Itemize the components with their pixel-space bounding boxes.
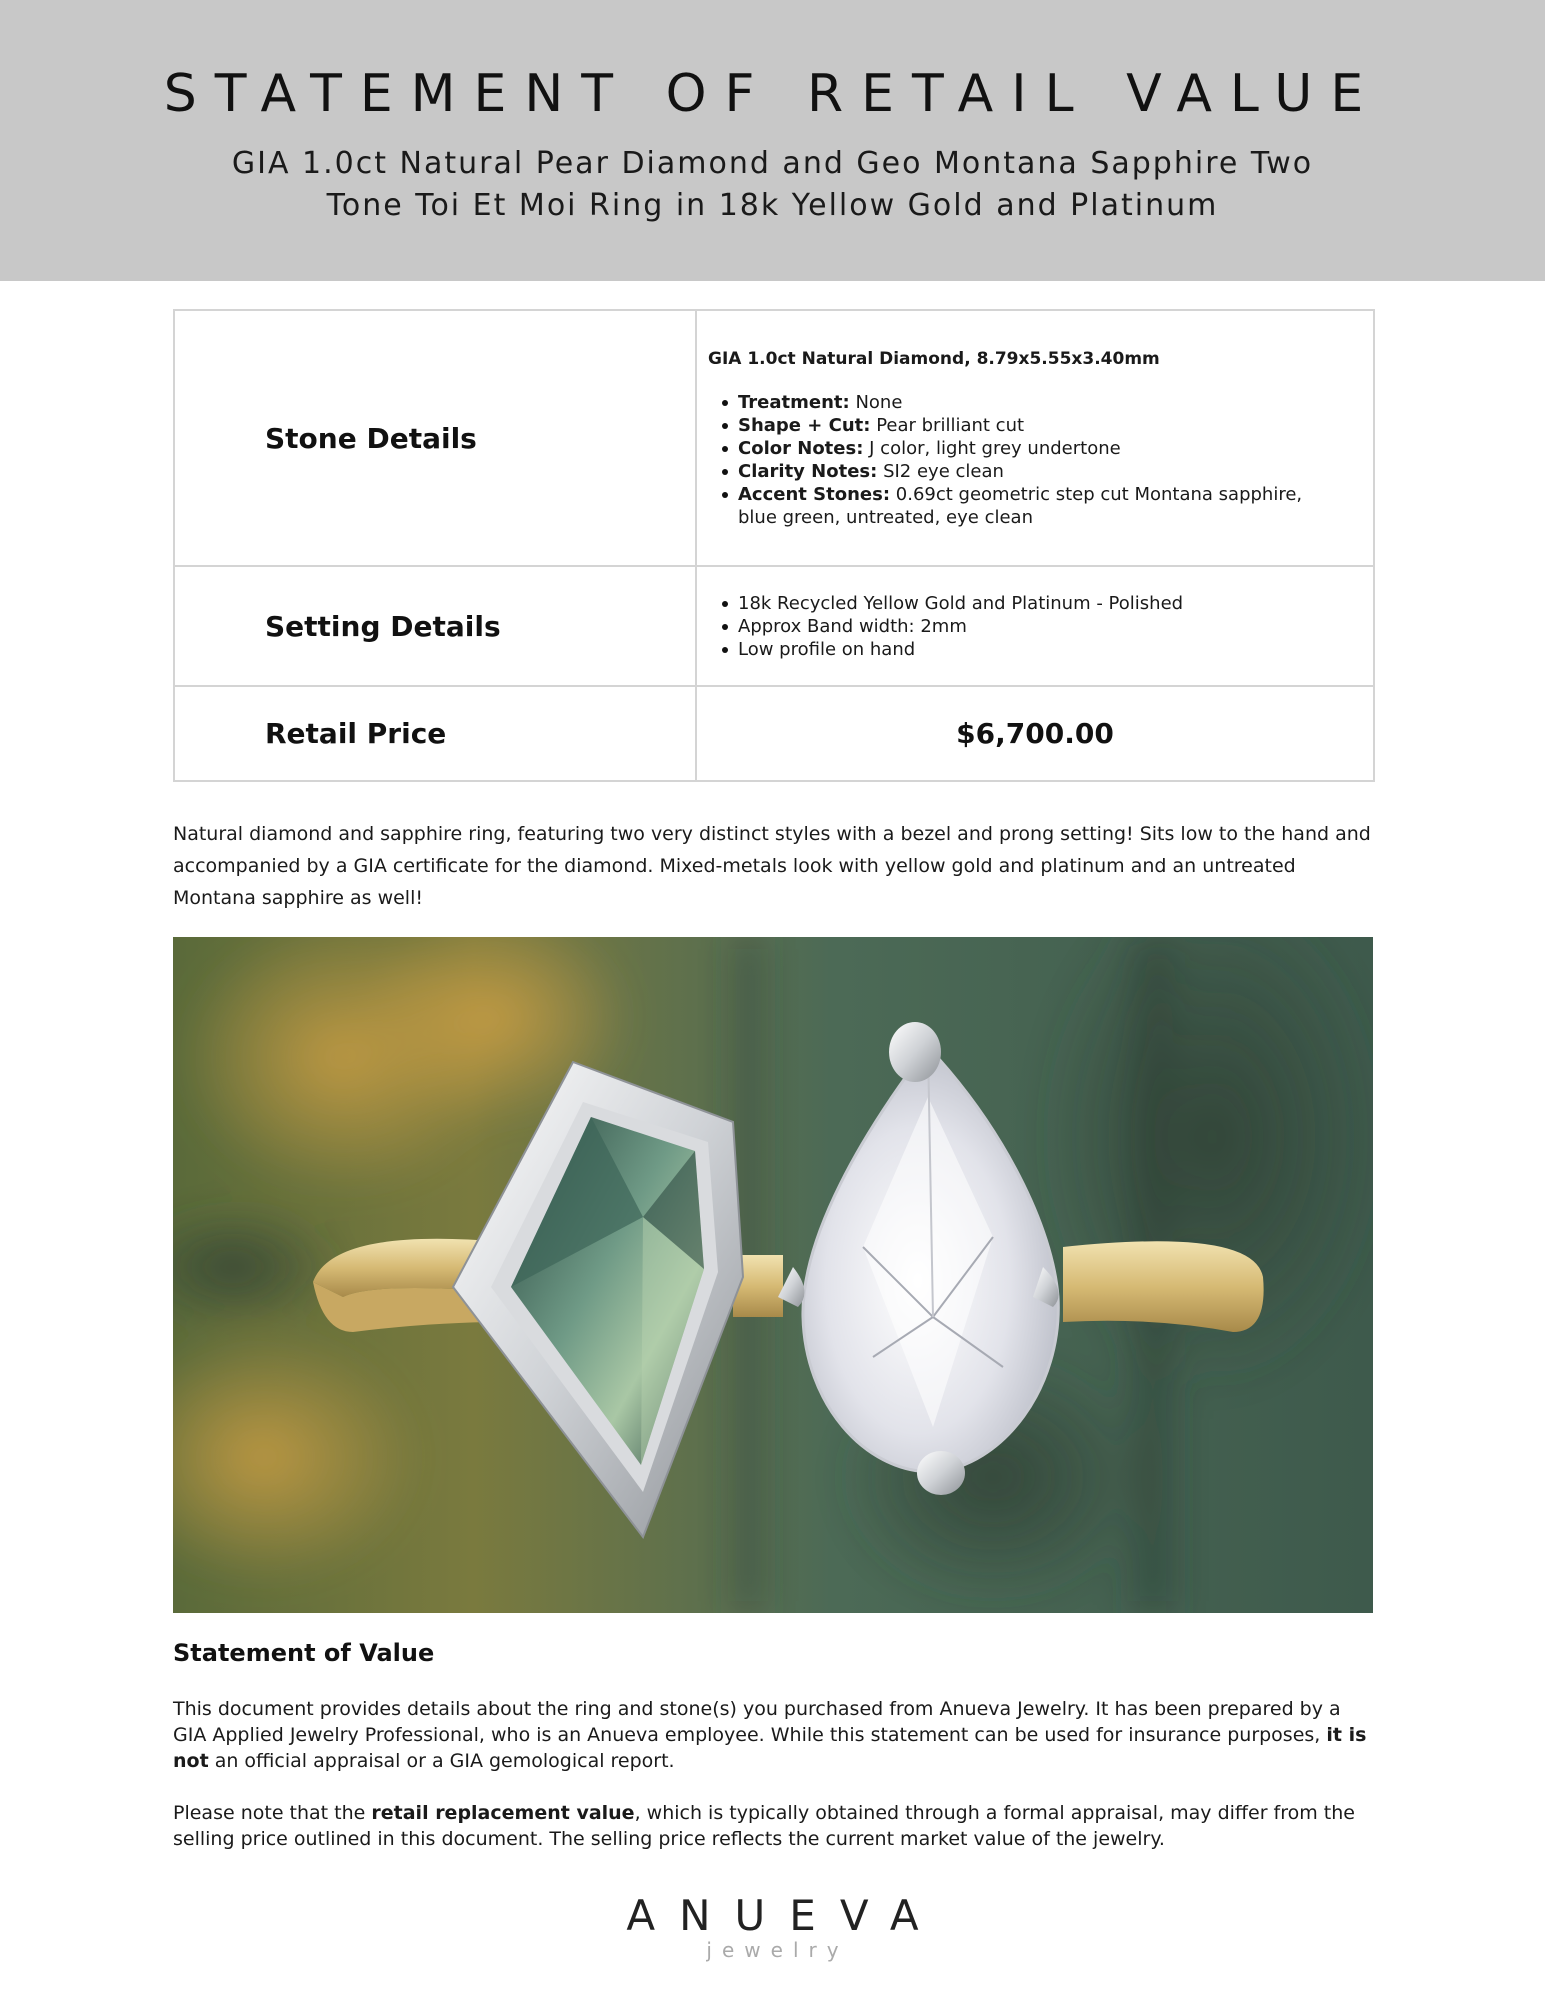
attribute-value: 0.69ct geometric step cut Montana sapphire, blue green, untreated, eye clean <box>738 483 1303 528</box>
product-description: Natural diamond and sapphire ring, featuring two very distinct styles with a bezel and prong setting! Sits low to the hand and accompanied by a GIA certificate for the diamond. Mixed-metals look with yellow gold and platinum and an untreated Montana sapphire as well! <box>173 823 1371 909</box>
list-item: Approx Band width: 2mm <box>738 615 1343 638</box>
list-item: Low profile on hand <box>738 638 1343 661</box>
attribute-key: Shape + Cut: <box>738 414 871 436</box>
statement-heading: Statement of Value <box>173 1639 435 1667</box>
stone-details-row <box>174 310 1374 566</box>
attribute-key: Accent Stones: <box>738 483 891 505</box>
stone-heading: GIA 1.0ct Natural Diamond, 8.79x5.55x3.40mm <box>708 348 1160 369</box>
stone-details-value <box>696 310 1374 566</box>
retail-price-row <box>174 686 1374 781</box>
header-band <box>0 0 1545 281</box>
text-span: an official appraisal or a GIA gemological report. <box>208 1750 675 1772</box>
stone-attributes-list <box>708 391 1343 529</box>
list-item <box>738 460 1343 483</box>
retail-price-value: $6,700.00 <box>696 686 1374 781</box>
details-table <box>173 309 1375 782</box>
attribute-key: Color Notes: <box>738 437 864 459</box>
product-subtitle: GIA 1.0ct Natural Pear Diamond and Geo Montana Sapphire Two Tone Toi Et Moi Ring in 18k Yellow Gold and Platinum <box>231 146 1314 223</box>
page-title: STATEMENT OF RETAIL VALUE <box>163 64 1382 124</box>
bold-text: retail replacement value <box>371 1802 635 1824</box>
attribute-key: Clarity Notes: <box>738 460 878 482</box>
retail-price-label: Retail Price <box>174 686 696 781</box>
ring-illustration <box>173 937 1373 1613</box>
attribute-value: SI2 eye clean <box>877 460 1004 482</box>
logo-tagline: jewelry <box>706 1938 849 1962</box>
list-item <box>738 437 1343 460</box>
text-span: This document provides details about the ring and stone(s) you purchased from Anueva Jewelry. It has been prepared by a GIA Applied Jewelry Professional, who is an Anueva employee. While this statement can be used for insurance purposes, <box>173 1698 1341 1746</box>
bold-text: it is not <box>173 1724 1367 1772</box>
setting-attributes-list <box>708 592 1343 661</box>
list-item <box>738 391 1343 414</box>
text-span: , which is typically obtained through a formal appraisal, may differ from the selling price outlined in this document. The selling price reflects the current market value of the jewelry. <box>173 1802 1355 1850</box>
setting-details-value <box>696 566 1374 686</box>
attribute-value: J color, light grey undertone <box>863 437 1121 459</box>
list-item <box>738 414 1343 437</box>
statement-paragraph-1 <box>173 1696 1373 1774</box>
ring-photo <box>173 937 1373 1613</box>
text-span: Please note that the <box>173 1802 372 1824</box>
attribute-value: Pear brilliant cut <box>870 414 1025 436</box>
list-item <box>738 483 1343 529</box>
list-item: 18k Recycled Yellow Gold and Platinum - Polished <box>738 592 1343 615</box>
statement-paragraph-2 <box>173 1800 1373 1852</box>
attribute-value: None <box>849 391 903 413</box>
attribute-key: Treatment: <box>738 391 850 413</box>
stone-details-label: Stone Details <box>174 310 696 566</box>
setting-details-row <box>174 566 1374 686</box>
anueva-logo <box>0 1892 1545 1960</box>
logo-wordmark: ANUEVA <box>626 1891 943 1940</box>
setting-details-label: Setting Details <box>174 566 696 686</box>
